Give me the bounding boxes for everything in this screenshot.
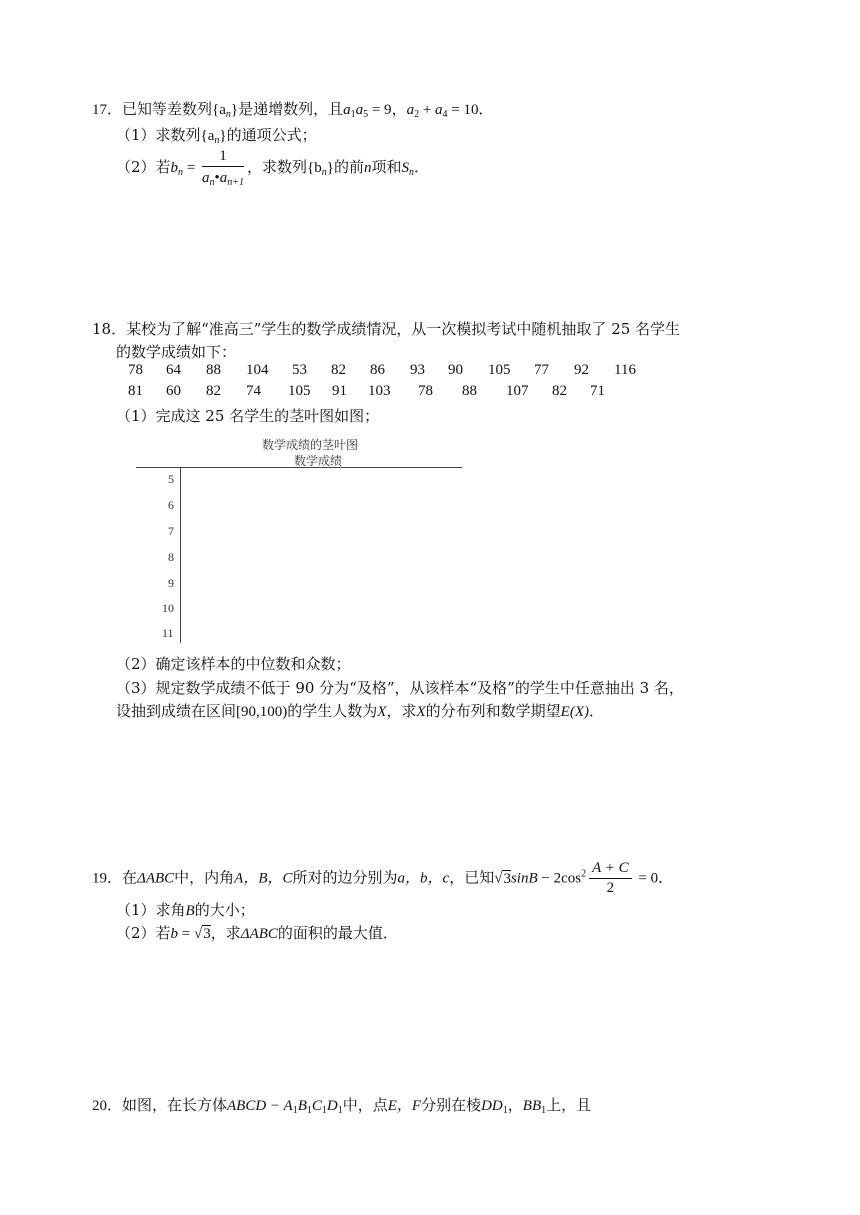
score: 86	[370, 362, 385, 378]
q18-part1: （1）完成这 25 名学生的茎叶图如图；	[116, 407, 380, 425]
score: 82	[552, 383, 567, 399]
q19-stem: 19．在ΔABC中，内角A，B，C所对的边分别为a，b，c，已知$√3\sin B - 2\cos^2$ $\frac{A + C}{2}$ = 0．	[92, 860, 674, 896]
figure-vertical-line	[180, 467, 181, 643]
score: 88	[206, 362, 221, 378]
score: 90	[448, 362, 463, 378]
figure-title: 数学成绩的茎叶图	[262, 438, 359, 452]
fraction: $\frac{1}{a_n•a_{n+1}}$	[202, 148, 245, 188]
q19-part1: （1）求角B的大小；	[116, 901, 255, 919]
score: 78	[418, 383, 433, 399]
q18-stem-line1: 18．某校为了解“准高三”学生的数学成绩情况，从一次模拟考试中随机抽取了 25 名学生	[92, 320, 681, 338]
score: 78	[128, 362, 143, 378]
q17-stem: 17．已知等差数列$\{a_n\}$是递增数列，且$a_1a_5 = 9$，$a_2 + a_4 = 10$．	[92, 100, 494, 120]
stem-label: 7	[168, 524, 174, 538]
fraction: $\frac{A + C}{2}$	[589, 860, 632, 897]
stem-label: 5	[168, 472, 174, 486]
score: 82	[331, 362, 346, 378]
score: 93	[410, 362, 425, 378]
stem-label: 8	[168, 550, 174, 564]
score: 53	[292, 362, 307, 378]
score: 107	[506, 383, 529, 399]
stem-label: 10	[162, 601, 174, 615]
score: 105	[288, 383, 311, 399]
score: 64	[166, 362, 181, 378]
q17-part1: （1）求数列$\{a_n\}$的通项公式；	[116, 126, 317, 146]
score: 116	[614, 362, 636, 378]
score: 60	[166, 383, 181, 399]
q18-stem-line2: 的数学成绩如下：	[116, 343, 237, 361]
score: 82	[206, 383, 221, 399]
q20-stem: 20．如图，在长方体ABCD − $A_1B_1C_1D_1$中，点E，F分别在棱$DD_1$，$BB_1$上，且	[92, 1096, 592, 1116]
score: 71	[590, 383, 605, 399]
q19-part2: （2）若b = √3，求ΔABC的面积的最大值．	[116, 924, 398, 942]
score: 92	[574, 362, 589, 378]
score: 88	[462, 383, 477, 399]
score: 91	[332, 383, 347, 399]
q18-part3-line2: 设抽到成绩在区间[90,100)的学生人数为X，求X的分布列和数学期望E(X)．	[116, 702, 604, 720]
stem-label: 11	[162, 626, 174, 640]
stem-label: 9	[168, 576, 174, 590]
q18-part2: （2）确定该样本的中位数和众数；	[116, 655, 351, 673]
score: 104	[246, 362, 269, 378]
q18-part3-line1: （3）规定数学成绩不低于 90 分为“及格”，从该样本“及格”的学生中任意抽出 3 名，	[116, 679, 684, 697]
figure-horizontal-line	[136, 467, 462, 468]
score: 103	[368, 383, 391, 399]
stem-leaf-figure	[136, 432, 462, 644]
stem-label: 6	[168, 498, 174, 512]
score: 105	[488, 362, 511, 378]
score: 74	[246, 383, 261, 399]
q17-part2: （2）若$b_n$ = $\frac{1}{a_n•a_{n+1}}$ ，求数列$\{b_n\}$的前n项和$S_n$．	[116, 148, 429, 188]
score: 81	[128, 383, 143, 399]
figure-subtitle: 数学成绩	[294, 454, 343, 468]
score: 77	[534, 362, 549, 378]
